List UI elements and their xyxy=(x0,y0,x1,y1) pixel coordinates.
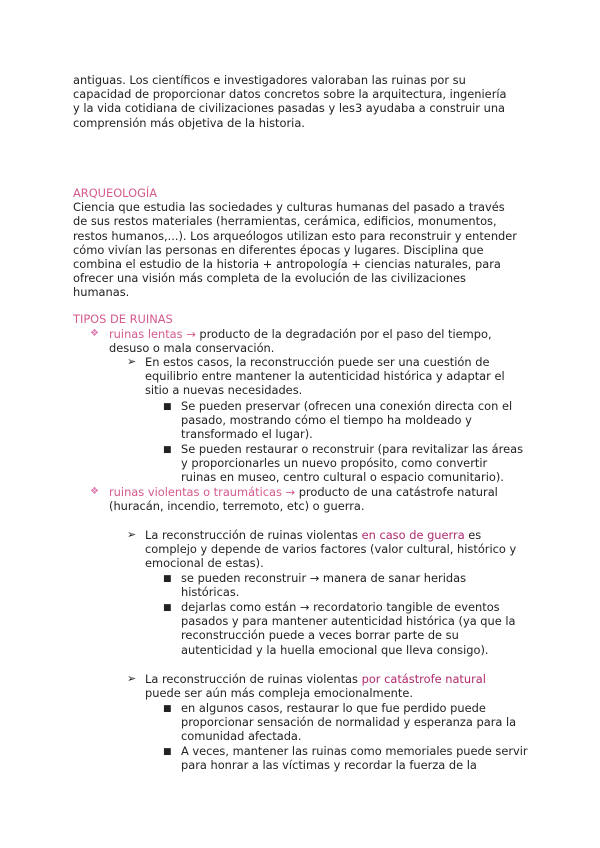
tipos-heading: TIPOS DE RUINAS xyxy=(73,312,173,326)
violentas-label: ruinas violentas o traumáticas → xyxy=(109,485,296,499)
guerra-line-1 xyxy=(145,528,516,542)
intro-paragraph xyxy=(73,73,507,130)
guerra-sq2-line: reconstrucción puede a veces borrar parte de su xyxy=(181,628,459,643)
lentas-sq2-line: ruinas en museo, centro cultural o espacio comunitario). xyxy=(181,470,504,485)
square-bullet-icon: ■ xyxy=(163,574,172,584)
catastrofe-sq1-line: proporcionar sensación de normalidad y esperanza para la xyxy=(181,715,517,730)
arqueologia-heading: ARQUEOLOGÍA xyxy=(73,186,158,200)
lentas-sub-line: En estos casos, la reconstrucción puede ser una cuestión de xyxy=(145,355,490,369)
guerra-subpoint xyxy=(127,528,516,571)
guerra-sq2-line: pasados y para mantener autenticidad histórica (ya que la xyxy=(181,614,516,629)
arrow-bullet-icon: ➢ xyxy=(127,528,137,541)
guerra-pre: La reconstrucción de ruinas violentas xyxy=(145,528,362,542)
catastrofe-sq1-line: comunidad afectada. xyxy=(181,729,302,744)
catastrofe-line: puede ser aún más compleja emocionalmente. xyxy=(145,686,413,700)
bullet-ruinas-violentas xyxy=(90,485,498,513)
catastrofe-square-1 xyxy=(163,701,516,744)
violentas-line-1 xyxy=(109,485,498,499)
lentas-sq1-line: pasado, mostrando cómo el tiempo ha moldeado y xyxy=(181,413,472,428)
guerra-line: complejo y depende de varios factores (valor cultural, histórico y xyxy=(145,542,517,557)
guerra-sq2-line: dejarlas como están → recordatorio tangible de eventos xyxy=(181,600,500,614)
bullet-ruinas-lentas xyxy=(90,327,492,355)
guerra-square-1 xyxy=(163,571,466,599)
lentas-line-1 xyxy=(109,327,492,341)
arqueologia-line: humanas. xyxy=(73,285,130,300)
lentas-subpoint xyxy=(127,355,505,398)
intro-line: y la vida cotidiana de civilizaciones pasadas y les3 ayudaba a construir una xyxy=(73,101,506,116)
lentas-sub-line: equilibrio entre mantener la autenticidad histórica y adaptar el xyxy=(145,369,505,384)
catastrofe-line-1 xyxy=(145,672,486,686)
guerra-post: es xyxy=(464,528,482,542)
intro-line: comprensión más objetiva de la historia. xyxy=(73,115,305,130)
lentas-sq1-line: Se pueden preservar (ofrecen una conexión directa con el xyxy=(181,399,513,413)
square-bullet-icon: ■ xyxy=(163,704,172,714)
guerra-highlight: en caso de guerra xyxy=(361,528,465,542)
diamond-bullet-icon: ❖ xyxy=(90,486,99,497)
intro-line: antiguas. Los científicos e investigadores valoraban las ruinas por su xyxy=(73,73,466,87)
guerra-sq1-line: se pueden reconstruir → manera de sanar heridas xyxy=(181,571,467,585)
catastrofe-square-2 xyxy=(163,744,528,772)
lentas-sq1-line: transformado el lugar). xyxy=(181,427,313,442)
arqueologia-line: combina el estudio de la historia + antropología + ciencias naturales, para xyxy=(73,257,501,272)
square-bullet-icon: ■ xyxy=(163,603,172,613)
arqueologia-section xyxy=(73,186,517,300)
catastrofe-sq1-line: en algunos casos, restaurar lo que fue perdido puede xyxy=(181,701,486,715)
violentas-line-2: (huracán, incendio, terremoto, etc) o guerra. xyxy=(109,499,365,514)
lentas-square-1 xyxy=(163,399,512,442)
catastrofe-pre: La reconstrucción de ruinas violentas xyxy=(145,672,362,686)
arrow-bullet-icon: ➢ xyxy=(127,355,137,368)
square-bullet-icon: ■ xyxy=(163,402,172,412)
catastrofe-sq2-line: para honrar a las víctimas y recordar la fuerza de la xyxy=(181,758,477,773)
square-bullet-icon: ■ xyxy=(163,445,172,455)
guerra-line: emocional de estas). xyxy=(145,556,264,571)
diamond-bullet-icon: ❖ xyxy=(90,328,99,339)
lentas-sub-line: sitio a nuevas necesidades. xyxy=(145,383,303,398)
lentas-text: producto de la degradación por el paso del tiempo, xyxy=(195,327,492,341)
lentas-square-2 xyxy=(163,442,523,485)
arqueologia-line: ofrecer una visión más completa de la evolución de las civilizaciones xyxy=(73,271,466,286)
catastrofe-sq2-line: A veces, mantener las ruinas como memoriales puede servir xyxy=(181,744,528,758)
arqueologia-line: Ciencia que estudia las sociedades y culturas humanas del pasado a través xyxy=(73,200,505,215)
catastrofe-highlight: por catástrofe natural xyxy=(361,672,486,686)
violentas-text: producto de una catástrofe natural xyxy=(295,485,498,499)
lentas-line-2: desuso o mala conservación. xyxy=(109,341,275,356)
arqueologia-line: cómo vivían las personas en diferentes épocas y lugares. Disciplina que xyxy=(73,242,484,257)
lentas-sq2-line: y proporcionarles un nuevo propósito, como convertir xyxy=(181,456,488,471)
arqueologia-line: de sus restos materiales (herramientas, cerámica, edificios, monumentos, xyxy=(73,214,497,229)
arrow-bullet-icon: ➢ xyxy=(127,672,137,685)
guerra-sq1-line: históricas. xyxy=(181,585,240,600)
lentas-sq2-line: Se pueden restaurar o reconstruir (para revitalizar las áreas xyxy=(181,442,524,456)
guerra-sq2-line: autenticidad y la huella emocional que lleva consigo). xyxy=(181,642,489,657)
arqueologia-line: restos humanos,...). Los arqueólogos utilizan esto para reconstruir y entender xyxy=(73,228,517,243)
lentas-label: ruinas lentas → xyxy=(109,327,196,341)
intro-line: capacidad de proporcionar datos concretos sobre la arquitectura, ingeniería xyxy=(73,87,507,102)
square-bullet-icon: ■ xyxy=(163,747,172,757)
guerra-square-2 xyxy=(163,600,516,657)
catastrofe-subpoint xyxy=(127,672,486,686)
